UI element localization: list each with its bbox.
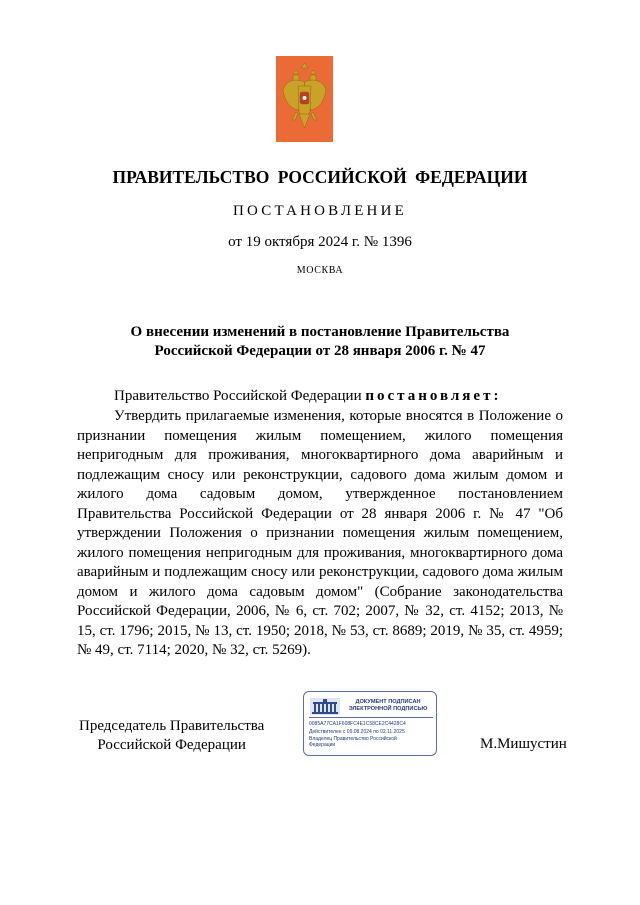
electronic-signature-stamp	[303, 691, 437, 756]
stamp-divider	[309, 717, 433, 718]
government-name: ПРАВИТЕЛЬСТВО РОССИЙСКОЙ ФЕДЕРАЦИИ	[112, 167, 528, 187]
document-title	[0, 323, 640, 361]
position-line-2: Российской Федерации	[97, 737, 246, 753]
document-type: ПОСТАНОВЛЕНИЕ	[233, 203, 407, 219]
stamp-title-line-2: ЭЛЕКТРОННОЙ ПОДПИСЬЮ	[348, 706, 428, 712]
double-headed-eagle-icon	[276, 56, 333, 142]
government-building-icon	[310, 698, 340, 715]
city: МОСКВА	[296, 265, 344, 276]
preamble-text: Правительство Российской Федерации	[114, 388, 366, 404]
stamp-owner-line-1: Владелец Правительство Российской	[309, 736, 397, 742]
signatory-position	[79, 717, 264, 755]
stamp-title	[342, 699, 434, 713]
position-line-1: Председатель Правительства	[79, 718, 265, 734]
body-paragraph: Утвердить прилагаемые изменения, которые вносятся в Положение о признании помещения жилым помещением, жилого помещения непригодным для проживания, многоквартирного дома аварийным и подлежащим сносу или реконструкции, садового дома жилым домом и жилого дома садовым домом, утвержденное постановлением Правительства Российской Федерации от 28 января 2006 г. № 47 "Об утверждении Положения о признании помещения жилым помещением, жилого помещения непригодным для проживания, многоквартирного дома аварийным и подлежащим сносу или реконструкции, садового дома жилым домом и жилого дома садовым домом" (Собрание законодательства Российской Федерации, 2006, № 6, ст. 702; 2007, № 32, ст. 4152; 2013, № 15, ст. 1796; 2015, № 13, ст. 1950; 2018, № 53, ст. 8689; 2019, № 35, ст. 4959; № 49, ст. 7114; 2020, № 32, ст. 5269).	[77, 408, 563, 658]
date-and-number: от 19 октября 2024 г. № 1396	[228, 234, 412, 250]
stamp-owner-line-2: Федерации	[309, 742, 336, 748]
title-line-1: О внесении изменений в постановление Правительства	[130, 324, 510, 340]
stamp-certificate: 0085A77CA1F608FC4E1C58CE2C4428C4	[309, 721, 406, 727]
decree-word: постановляет:	[365, 388, 502, 404]
coat-of-arms-icon	[276, 56, 333, 142]
stamp-title-line-1: ДОКУМЕНТ ПОДПИСАН	[355, 699, 421, 705]
title-line-2: Российской Федерации от 28 января 2006 г. № 47	[154, 343, 486, 359]
stamp-validity: Действителен с 09.08.2024 по 02.11.2025	[309, 729, 405, 735]
preamble	[114, 388, 501, 405]
signatory-name: М.Мишустин	[480, 736, 567, 752]
